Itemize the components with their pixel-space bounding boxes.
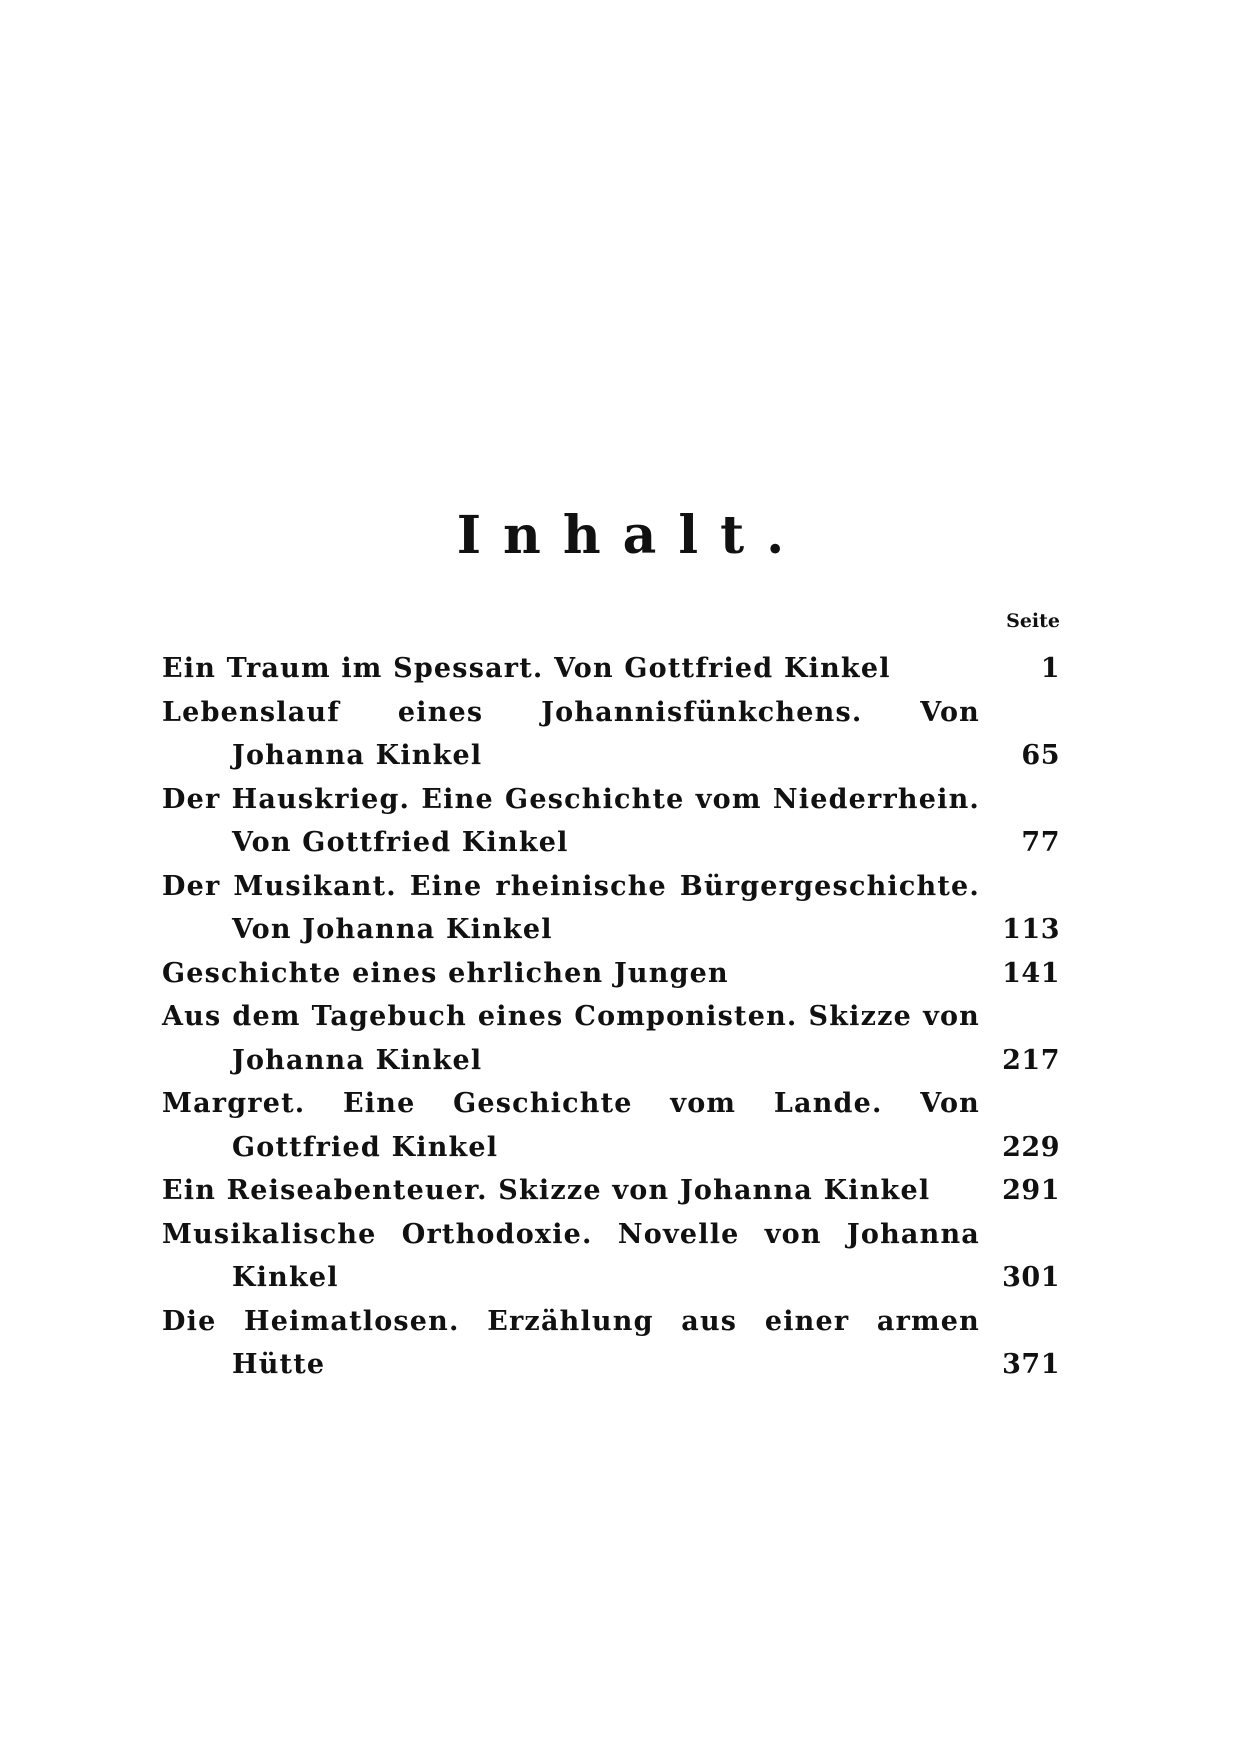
toc-entry-title: Der Musikant. Eine rheinische Bürgergeschichte. Von Johanna Kinkel	[162, 870, 980, 945]
toc-entry	[162, 1169, 1060, 1213]
toc-entry	[162, 952, 1060, 996]
toc-entry-page: 301	[1002, 1262, 1060, 1293]
toc-entry-title: Ein Traum im Spessart. Von Gottfried Kinkel	[162, 653, 891, 684]
toc-entry	[162, 1213, 1060, 1300]
toc-entry-page: 371	[1002, 1349, 1060, 1380]
page-title: Inhalt.	[456, 505, 807, 566]
toc-entry-title: Geschichte eines ehrlichen Jungen	[162, 957, 729, 989]
toc-entry	[162, 778, 1060, 865]
toc-entry-page: 141	[1002, 957, 1060, 989]
toc-entry-page: 217	[1002, 1044, 1060, 1076]
toc-entry-page: 1	[1040, 653, 1060, 684]
toc-entry	[162, 995, 1060, 1082]
toc-entry-page: 113	[1002, 914, 1060, 945]
toc-entry-title: Aus dem Tagebuch eines Componisten. Skizze von Johanna Kinkel	[162, 1001, 980, 1076]
toc-entry-page: 65	[1021, 740, 1060, 771]
page-column-header: Seite	[1006, 610, 1060, 632]
toc-entry	[162, 647, 1060, 691]
toc-entry	[162, 691, 1060, 778]
toc-entry-page: 229	[1002, 1131, 1060, 1163]
toc-entry-title: Der Hauskrieg. Eine Geschichte vom Niederrhein. Von Gottfried Kinkel	[162, 783, 980, 858]
toc-entry	[162, 1082, 1060, 1169]
toc-entry-title: Margret. Eine Geschichte vom Lande. Von Gottfried Kinkel	[162, 1088, 980, 1163]
toc-entry-page: 77	[1021, 827, 1060, 858]
toc-entry-title: Die Heimatlosen. Erzählung aus einer armen Hütte	[162, 1305, 980, 1380]
toc-entry-page: 291	[1002, 1175, 1060, 1206]
toc-entry-title: Ein Reiseabenteuer. Skizze von Johanna Kinkel	[162, 1175, 931, 1206]
toc-entry	[162, 865, 1060, 952]
toc-entry	[162, 1300, 1060, 1387]
toc-entries	[162, 647, 1060, 1387]
toc-entry-title: Musikalische Orthodoxie. Novelle von Johanna Kinkel	[162, 1218, 980, 1293]
toc-entry-title: Lebenslauf eines Johannisfünkchens. Von Johanna Kinkel	[162, 696, 980, 771]
